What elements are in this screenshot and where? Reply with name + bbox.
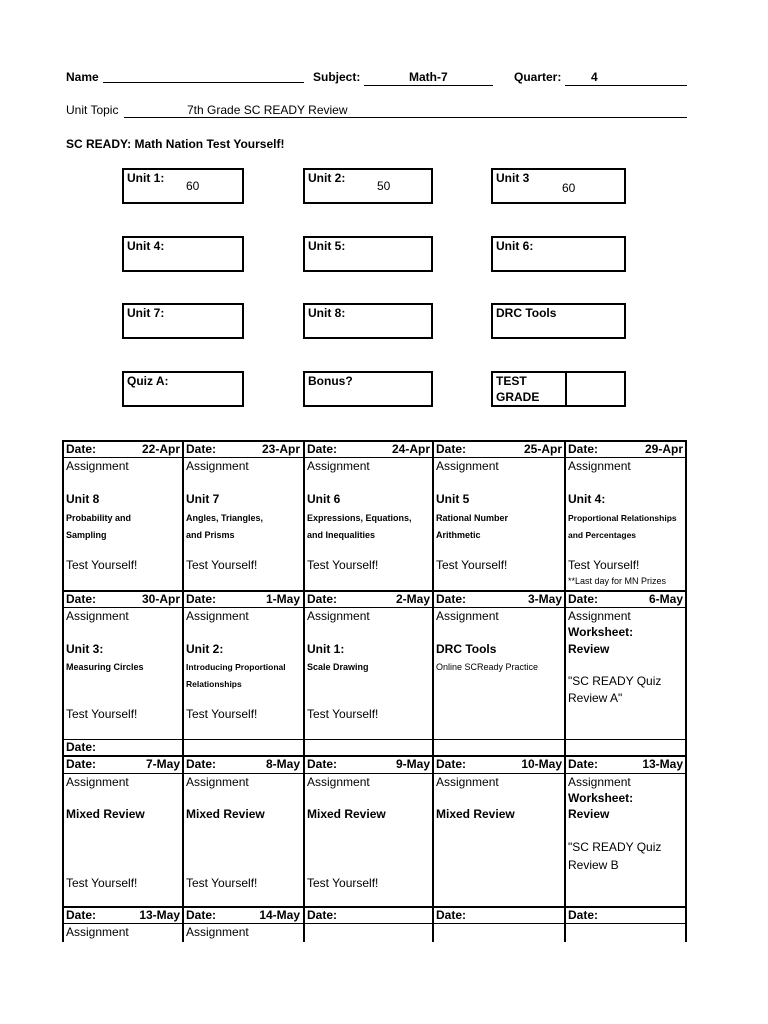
test-yourself-task: Test Yourself!	[66, 707, 138, 721]
unit-title: Unit 2:	[186, 642, 224, 656]
test-yourself-task: Test Yourself!	[307, 707, 379, 721]
score-box-label: Quiz A:	[127, 374, 169, 388]
test-yourself-task: Test Yourself!	[186, 876, 258, 890]
date-label: Date:	[307, 757, 338, 771]
unit-topic-value: 7th Grade SC READY Review	[187, 103, 348, 117]
date-value: 13-May	[642, 757, 683, 771]
date-label: Date:	[307, 592, 338, 606]
grid-line	[182, 440, 184, 942]
test-yourself-task: Test Yourself!	[307, 876, 379, 890]
score-box-value: 60	[562, 181, 576, 195]
grid-line	[62, 440, 64, 942]
score-box-value: 50	[377, 179, 391, 193]
assignment-label: Assignment	[307, 775, 370, 789]
score-box-label: DRC Tools	[496, 306, 557, 320]
worksheet-label: Worksheet:	[568, 791, 634, 805]
unit-topic-line	[124, 117, 687, 118]
score-box-unit-5	[303, 236, 433, 272]
date-label: Date:	[568, 592, 599, 606]
unit-topic: Arithmetic	[436, 530, 481, 540]
date-value: 1-May	[265, 592, 300, 606]
unit-title: Mixed Review	[186, 807, 265, 821]
quarter-label: Quarter:	[514, 70, 562, 84]
assignment-label: Assignment	[66, 459, 129, 473]
score-box-value: 60	[186, 179, 200, 193]
test-yourself-task: Test Yourself!	[186, 707, 258, 721]
unit-title: Unit 4:	[568, 492, 606, 506]
unit-title: Mixed Review	[307, 807, 386, 821]
score-box-quiz-a	[122, 371, 244, 407]
test-yourself-task: Test Yourself!	[307, 558, 379, 572]
score-box-unit-2	[303, 168, 433, 204]
assignment-label: Assignment	[186, 775, 249, 789]
date-label: Date:	[436, 908, 467, 922]
worksheet-label: Review	[568, 807, 610, 821]
grid-line	[62, 923, 687, 924]
assignment-label: Assignment	[568, 609, 631, 623]
date-value: 7-May	[145, 757, 180, 771]
score-box-unit-7	[122, 303, 244, 339]
date-value: 30-Apr	[141, 592, 180, 606]
score-box-unit-6	[491, 236, 626, 272]
date-label: Date:	[66, 592, 97, 606]
score-box-drc-tools	[491, 303, 626, 339]
date-value: 25-Apr	[523, 442, 562, 456]
assignment-label: Assignment	[66, 925, 129, 939]
score-box-label: Unit 1:	[127, 171, 165, 185]
date-value: 13-May	[139, 908, 180, 922]
test-yourself-task: Test Yourself!	[436, 558, 508, 572]
unit-title: Unit 6	[307, 492, 341, 506]
date-label: Date:	[186, 442, 217, 456]
unit-topic: Measuring Circles	[66, 662, 144, 672]
worksheet-title: "SC READY Quiz	[568, 840, 662, 854]
subject-field-line	[364, 85, 493, 86]
score-box-label: Unit 4:	[127, 239, 165, 253]
test-yourself-task: Test Yourself!	[186, 558, 258, 572]
date-label: Date:	[307, 908, 338, 922]
unit-title: Mixed Review	[66, 807, 145, 821]
unit-title: Mixed Review	[436, 807, 515, 821]
date-value: 24-Apr	[391, 442, 430, 456]
assignment-label: Assignment	[66, 609, 129, 623]
unit-topic: Expressions, Equations,	[307, 513, 412, 523]
date-value: 10-May	[521, 757, 562, 771]
unit-title: Unit 5	[436, 492, 470, 506]
grid-line	[62, 773, 687, 774]
unit-topic-label: Unit Topic	[66, 103, 119, 117]
unit-topic: Angles, Triangles,	[186, 513, 264, 523]
grid-line	[685, 440, 687, 942]
score-box-unit-1	[122, 168, 244, 204]
assignment-label: Assignment	[186, 609, 249, 623]
worksheet-label: Worksheet:	[568, 625, 634, 639]
date-label: Date:	[307, 442, 338, 456]
section-title: SC READY: Math Nation Test Yourself!	[66, 137, 285, 151]
quarter-field-line	[565, 85, 687, 86]
unit-title: DRC Tools	[436, 642, 497, 656]
unit-topic: Scale Drawing	[307, 662, 369, 672]
worksheet-label: Review	[568, 642, 610, 656]
date-value: 23-Apr	[261, 442, 300, 456]
grid-line	[62, 607, 687, 608]
date-label: Date:	[568, 908, 599, 922]
score-box-label: Unit 7:	[127, 306, 165, 320]
worksheet-title: "SC READY Quiz	[568, 674, 662, 688]
unit-topic: and Inequalities	[307, 530, 376, 540]
assignment-label: Assignment	[307, 609, 370, 623]
assignment-label: Assignment	[307, 459, 370, 473]
score-box-label: Unit 5:	[308, 239, 346, 253]
worksheet-title: Review B	[568, 858, 619, 872]
quarter-value: 4	[591, 70, 598, 84]
unit-title: Unit 7	[186, 492, 220, 506]
date-label: Date:	[66, 757, 97, 771]
date-label: Date:	[436, 442, 467, 456]
assignment-label: Assignment	[186, 925, 249, 939]
unit-topic: Online SCReady Practice	[436, 662, 539, 672]
assignment-label: Assignment	[568, 459, 631, 473]
assignment-label: Assignment	[436, 609, 499, 623]
date-value: 22-Apr	[141, 442, 180, 456]
test-grade-divider	[565, 373, 567, 405]
date-label: Date:	[186, 908, 217, 922]
date-label: Date:	[66, 442, 97, 456]
unit-topic: Proportional Relationships	[568, 513, 677, 523]
grid-line	[432, 440, 434, 942]
assignment-label: Assignment	[436, 775, 499, 789]
date-value: 8-May	[265, 757, 300, 771]
date-value: 14-May	[259, 908, 300, 922]
subject-label: Subject:	[313, 70, 361, 84]
score-box-unit-3	[491, 168, 626, 204]
name-label: Name	[66, 70, 99, 84]
date-value: 29-Apr	[644, 442, 683, 456]
score-box-test-grade	[491, 371, 626, 407]
date-value: 3-May	[527, 592, 562, 606]
assignment-label: Assignment	[568, 775, 631, 789]
test-yourself-task: Test Yourself!	[568, 558, 640, 572]
date-label: Date:	[186, 757, 217, 771]
date-label: Date:	[186, 592, 217, 606]
date-label: Date:	[568, 442, 599, 456]
unit-title: Unit 1:	[307, 642, 345, 656]
score-box-label: Bonus?	[308, 374, 353, 388]
unit-topic: Probability and	[66, 513, 132, 523]
assignment-label: Assignment	[436, 459, 499, 473]
prize-note: **Last day for MN Prizes	[568, 576, 667, 586]
assignment-label: Assignment	[186, 459, 249, 473]
grid-line	[564, 440, 566, 942]
score-box-unit-4	[122, 236, 244, 272]
score-box-label: Unit 6:	[496, 239, 534, 253]
score-box-label: TEST GRADE	[496, 374, 540, 404]
date-value: 2-May	[395, 592, 430, 606]
score-box-unit-8	[303, 303, 433, 339]
unit-topic: Relationships	[186, 679, 242, 689]
unit-title: Unit 3:	[66, 642, 104, 656]
grid-line	[303, 440, 305, 942]
date-label: Date:	[436, 592, 467, 606]
worksheet-title: Review A"	[568, 691, 623, 705]
date-label: Date:	[66, 908, 97, 922]
unit-topic: Introducing Proportional	[186, 662, 286, 672]
date-label: Date:	[568, 757, 599, 771]
date-label: Date:	[66, 740, 97, 754]
score-box-label: Unit 8:	[308, 306, 346, 320]
name-field-line[interactable]	[103, 82, 304, 83]
unit-topic: Rational Number	[436, 513, 509, 523]
score-box-bonus	[303, 371, 433, 407]
test-yourself-task: Test Yourself!	[66, 558, 138, 572]
test-yourself-task: Test Yourself!	[66, 876, 138, 890]
unit-topic: and Percentages	[568, 530, 637, 540]
date-value: 6-May	[648, 592, 683, 606]
grid-line	[62, 457, 687, 458]
unit-topic: and Prisms	[186, 530, 235, 540]
score-box-label: Unit 2:	[308, 171, 346, 185]
score-box-label: Unit 3	[496, 171, 530, 185]
grid-line	[62, 739, 687, 740]
unit-topic: Sampling	[66, 530, 107, 540]
date-label: Date:	[436, 757, 467, 771]
assignment-label: Assignment	[66, 775, 129, 789]
subject-value: Math-7	[409, 70, 448, 84]
unit-title: Unit 8	[66, 492, 100, 506]
date-value: 9-May	[395, 757, 430, 771]
